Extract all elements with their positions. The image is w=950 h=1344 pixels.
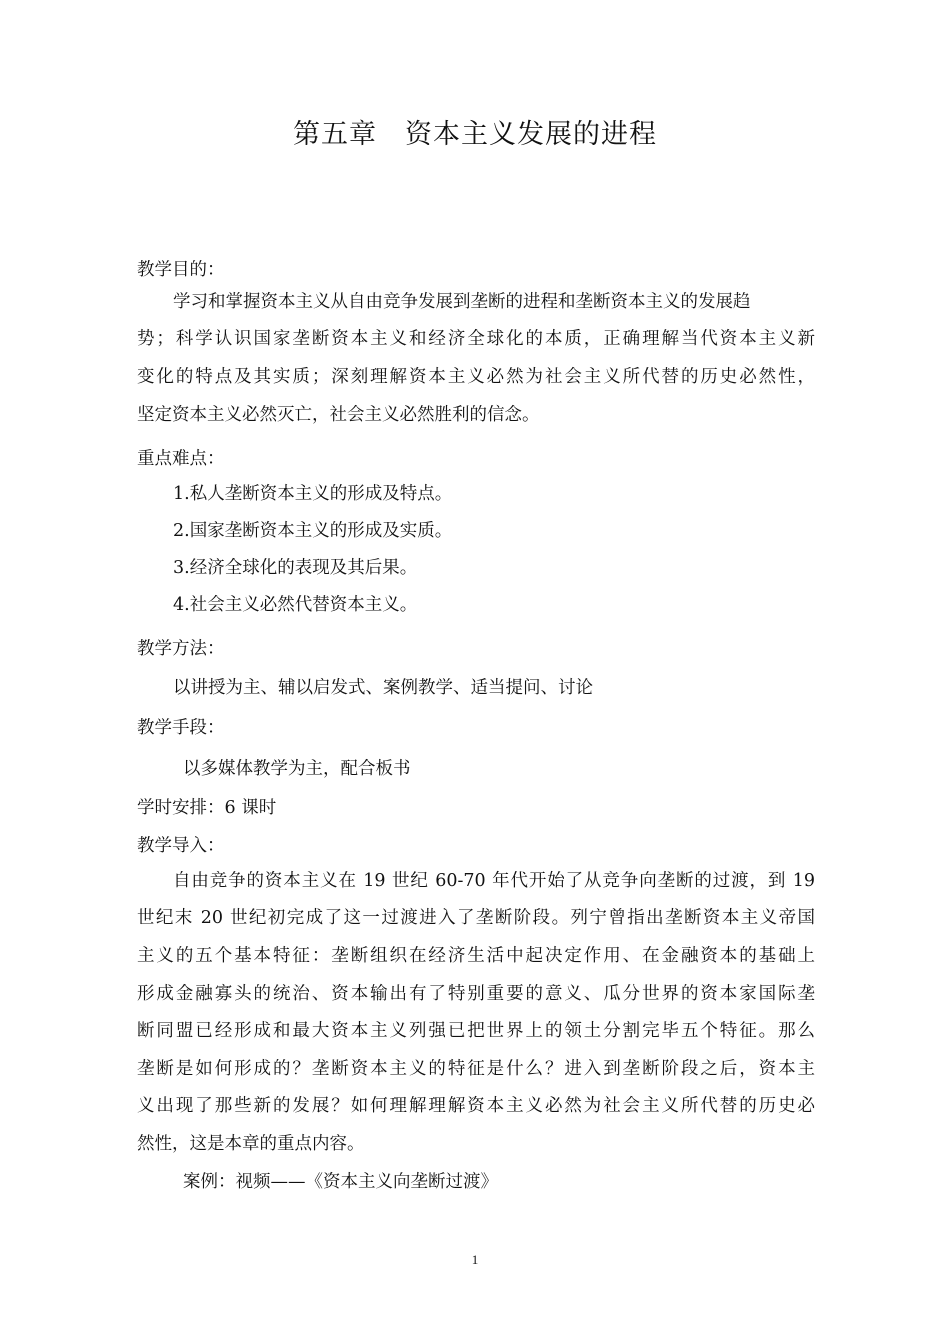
objective-line: 坚定资本主义必然灭亡，社会主义必然胜利的信念。	[137, 405, 540, 425]
intro-line: 垄断是如何形成的？垄断资本主义的特征是什么？进入到垄断阶段之后，资本主	[137, 1059, 815, 1079]
intro-line: 形成金融寡头的统治、资本输出有了特别重要的意义、瓜分世界的资本家国际垄	[137, 984, 815, 1004]
objective-heading: 教学目的：	[137, 260, 225, 280]
case-text: 案例：视频——《资本主义向垄断过渡》	[183, 1172, 498, 1192]
key-point-item: 1.私人垄断资本主义的形成及特点。	[173, 484, 453, 504]
hours-text: 学时安排：6 课时	[137, 798, 277, 818]
intro-heading: 教学导入：	[137, 836, 225, 856]
intro-line: 义出现了那些新的发展？如何理解理解资本主义必然为社会主义所代替的历史必	[137, 1096, 815, 1116]
intro-line: 世纪末 20 世纪初完成了这一过渡进入了垄断阶段。列宁曾指出垄断资本主义帝国	[137, 908, 815, 928]
intro-line: 主义的五个基本特征：垄断组织在经济生活中起决定作用、在金融资本的基础上	[137, 946, 815, 966]
intro-line: 断同盟已经形成和最大资本主义列强已把世界上的领土分割完毕五个特征。那么	[137, 1021, 815, 1041]
key-point-item: 2.国家垄断资本主义的形成及实质。	[173, 521, 453, 541]
chapter-title: 第五章 资本主义发展的进程	[293, 119, 657, 150]
objective-line: 学习和掌握资本主义从自由竞争发展到垄断的进程和垄断资本主义的发展趋	[173, 292, 751, 312]
key-point-item: 3.经济全球化的表现及其后果。	[173, 558, 418, 578]
objective-line: 势；科学认识国家垄断资本主义和经济全球化的本质，正确理解当代资本主义新	[137, 329, 815, 349]
means-text: 以多媒体教学为主，配合板书	[183, 759, 411, 779]
intro-line: 自由竞争的资本主义在 19 世纪 60-70 年代开始了从竞争向垄断的过渡，到 19	[173, 871, 815, 891]
key-point-item: 4.社会主义必然代替资本主义。	[173, 595, 418, 615]
page-number: 1	[471, 1252, 479, 1267]
methods-text: 以讲授为主、辅以启发式、案例教学、适当提问、讨论	[173, 678, 593, 698]
objective-line: 变化的特点及其实质；深刻理解资本主义必然为社会主义所代替的历史必然性，	[137, 367, 815, 387]
key-points-heading: 重点难点：	[137, 449, 225, 469]
intro-line: 然性，这是本章的重点内容。	[137, 1134, 365, 1154]
means-heading: 教学手段：	[137, 718, 225, 738]
methods-heading: 教学方法：	[137, 639, 225, 659]
